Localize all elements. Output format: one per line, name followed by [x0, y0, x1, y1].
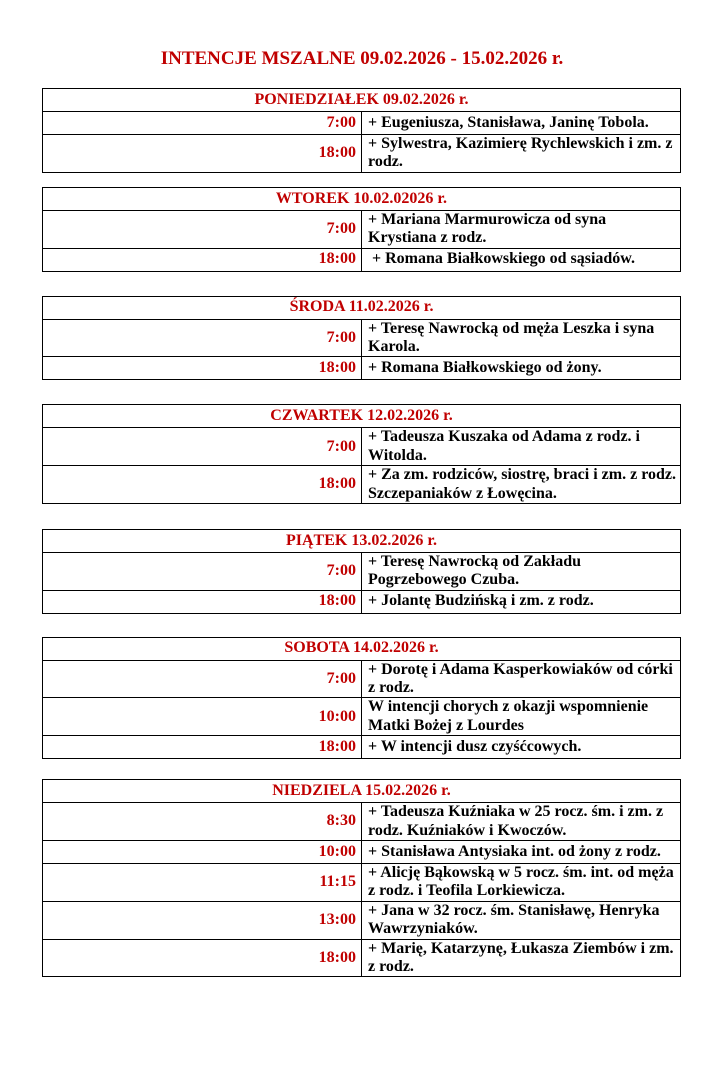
time-cell: 18:00 — [43, 590, 362, 613]
intention-cell: W intencji chorych z okazji wspomnienie Matki Bożej z Lourdes — [362, 698, 681, 736]
day-header: SOBOTA 14.02.2026 r. — [43, 637, 681, 660]
intention-cell: + Eugeniusza, Stanisława, Janinę Tobola. — [362, 112, 681, 135]
day-header-row — [43, 637, 681, 660]
page-title: INTENCJE MSZALNE 09.02.2026 - 15.02.2026 r. — [160, 48, 564, 69]
day-table-sroda — [42, 296, 681, 381]
day-header-row — [43, 529, 681, 552]
day-header: PONIEDZIAŁEK 09.02.2026 r. — [43, 89, 681, 112]
day-table-sobota — [42, 637, 681, 760]
table-row — [43, 319, 681, 357]
day-table-piatek — [42, 529, 681, 614]
day-table-czwartek — [42, 404, 681, 504]
time-cell: 18:00 — [43, 466, 362, 504]
intention-cell: + Romana Białkowskiego od żony. — [362, 357, 681, 380]
intention-cell: + Romana Białkowskiego od sąsiadów. — [362, 248, 681, 271]
intention-cell: + Alicję Bąkowską w 5 rocz. śm. int. od męża z rodz. i Teofila Lorkiewicza. — [362, 864, 681, 902]
table-row — [43, 864, 681, 902]
day-header: NIEDZIELA 15.02.2026 r. — [43, 780, 681, 803]
time-cell: 18:00 — [43, 248, 362, 271]
intention-cell: + Stanisława Antysiaka int. od żony z rodz. — [362, 841, 681, 864]
time-cell: 11:15 — [43, 864, 362, 902]
intention-cell: + Marię, Katarzynę, Łukasza Ziembów i zm. z rodz. — [362, 939, 681, 977]
time-cell: 10:00 — [43, 698, 362, 736]
intention-cell: + Sylwestra, Kazimierę Rychlewskich i zm. z rodz. — [362, 135, 681, 173]
intention-cell: + Mariana Marmurowicza od syna Krystiana z rodz. — [362, 210, 681, 248]
time-cell: 7:00 — [43, 660, 362, 698]
table-row — [43, 248, 681, 271]
intention-cell: + Teresę Nawrocką od Zakładu Pogrzebowego Czuba. — [362, 552, 681, 590]
table-row — [43, 590, 681, 613]
table-row — [43, 210, 681, 248]
time-cell: 8:30 — [43, 803, 362, 841]
table-row — [43, 428, 681, 466]
intention-cell: + W intencji dusz czyśćcowych. — [362, 736, 681, 759]
table-row — [43, 939, 681, 977]
day-table-niedziela — [42, 779, 681, 977]
intention-cell: + Jolantę Budzińską i zm. z rodz. — [362, 590, 681, 613]
day-header-row — [43, 187, 681, 210]
day-header-row — [43, 89, 681, 112]
intention-cell: + Za zm. rodziców, siostrę, braci i zm. z rodz. Szczepaniaków z Łowęcina. — [362, 466, 681, 504]
time-cell: 7:00 — [43, 319, 362, 357]
day-header-row — [43, 405, 681, 428]
day-header-row — [43, 780, 681, 803]
time-cell: 13:00 — [43, 901, 362, 939]
document-page — [0, 48, 724, 1072]
time-cell: 18:00 — [43, 939, 362, 977]
time-cell: 18:00 — [43, 135, 362, 173]
day-header: ŚRODA 11.02.2026 r. — [43, 296, 681, 319]
intention-cell: + Dorotę i Adama Kasperkowiaków od córki z rodz. — [362, 660, 681, 698]
intention-cell: + Jana w 32 rocz. śm. Stanisławę, Henryka Wawrzyniaków. — [362, 901, 681, 939]
table-row — [43, 552, 681, 590]
day-header: WTOREK 10.02.02026 r. — [43, 187, 681, 210]
table-row — [43, 841, 681, 864]
table-row — [43, 357, 681, 380]
day-header: CZWARTEK 12.02.2026 r. — [43, 405, 681, 428]
time-cell: 7:00 — [43, 428, 362, 466]
table-row — [43, 736, 681, 759]
intention-cell: + Tadeusza Kuźniaka w 25 rocz. śm. i zm. z rodz. Kuźniaków i Kwoczów. — [362, 803, 681, 841]
table-row — [43, 466, 681, 504]
time-cell: 7:00 — [43, 112, 362, 135]
day-header-row — [43, 296, 681, 319]
time-cell: 10:00 — [43, 841, 362, 864]
intention-cell: + Tadeusza Kuszaka od Adama z rodz. i Witolda. — [362, 428, 681, 466]
table-row — [43, 803, 681, 841]
intention-cell: + Teresę Nawrocką od męża Leszka i syna Karola. — [362, 319, 681, 357]
time-cell: 7:00 — [43, 210, 362, 248]
day-table-poniedzialek — [42, 88, 681, 173]
table-row — [43, 901, 681, 939]
table-row — [43, 698, 681, 736]
day-header: PIĄTEK 13.02.2026 r. — [43, 529, 681, 552]
table-row — [43, 660, 681, 698]
table-row — [43, 112, 681, 135]
time-cell: 18:00 — [43, 736, 362, 759]
day-table-wtorek — [42, 187, 681, 272]
table-row — [43, 135, 681, 173]
time-cell: 7:00 — [43, 552, 362, 590]
time-cell: 18:00 — [43, 357, 362, 380]
